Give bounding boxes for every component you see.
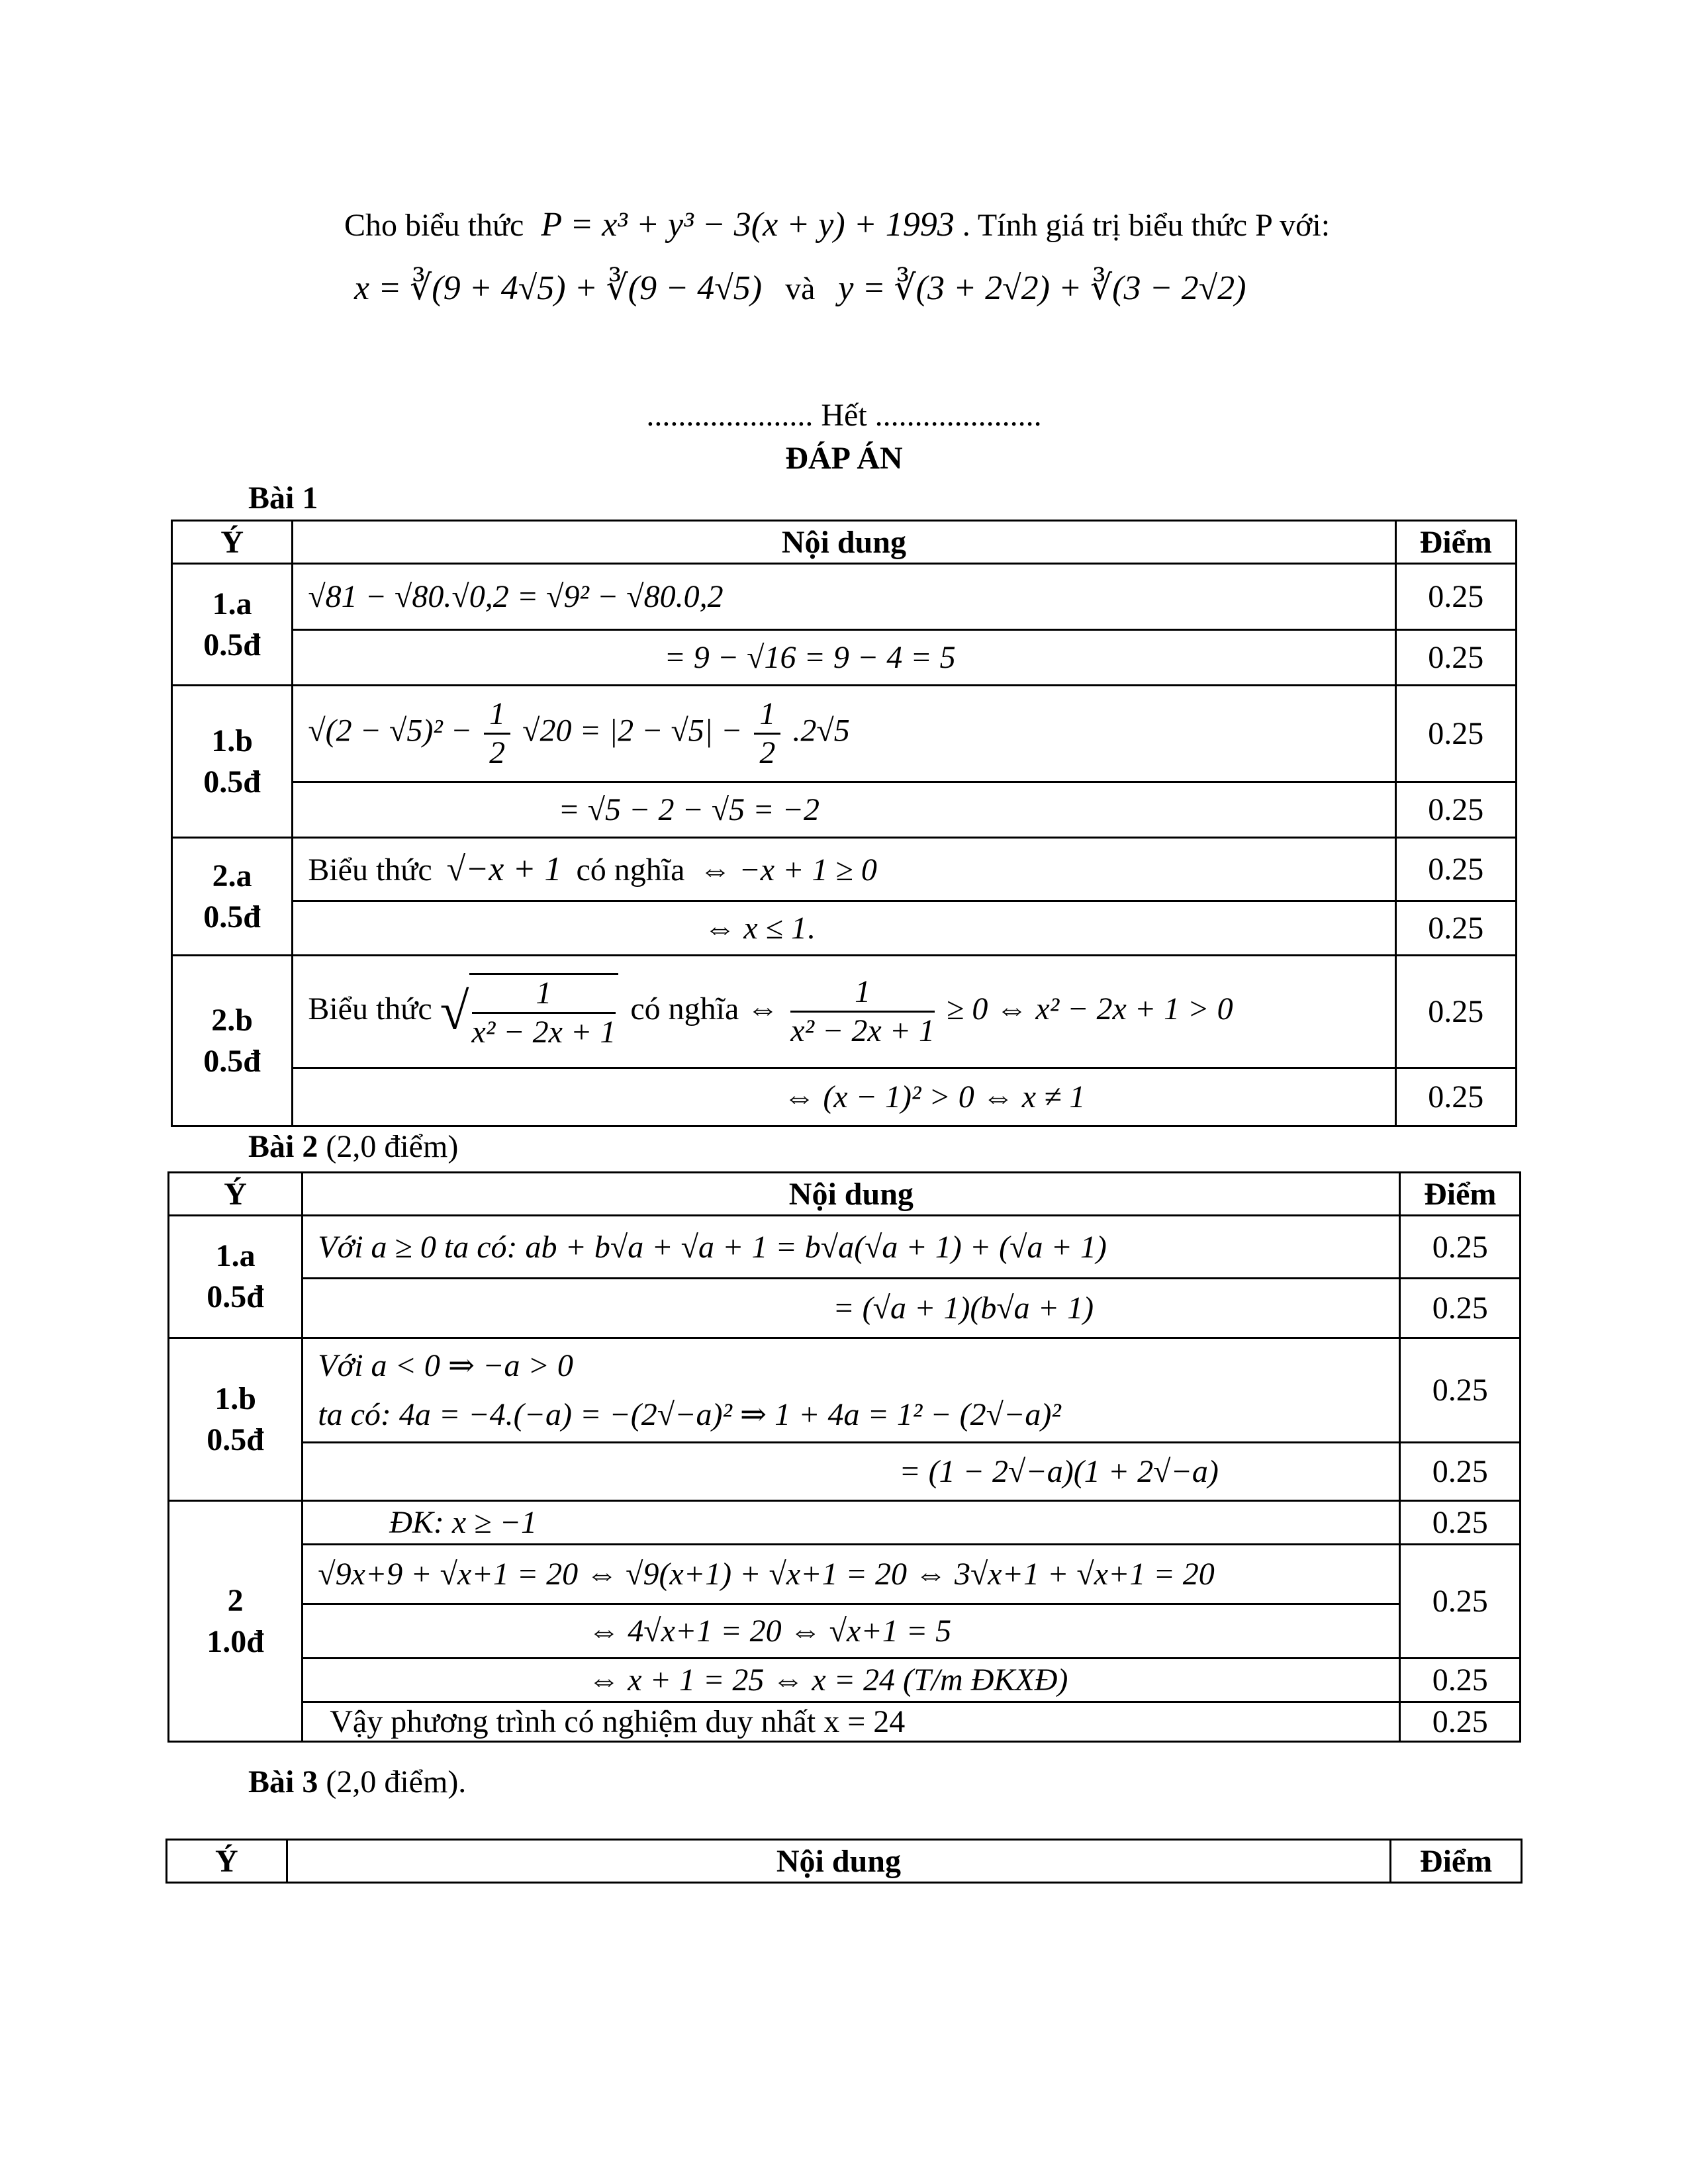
table-row — [169, 1702, 1521, 1742]
score-cell: 0.25 — [1395, 956, 1517, 1068]
row-label: 2.a 0.5đ — [172, 838, 293, 956]
x-definition: x = ∛(9 + 4√5) + ∛(9 − 4√5) — [354, 269, 763, 307]
bai2-table — [167, 1171, 1521, 1743]
math-line: √81 − √80.√0,2 = √9² − √80.0,2 — [293, 564, 1395, 630]
end-marker: ..................... Hết ..................... — [646, 398, 1042, 433]
table-row — [169, 1216, 1521, 1279]
math-line: √(2 − √5)² − $\frac{1}{2}$ √20 = |2 − √5| − $\frac{1}{2}$ .2√5 — [293, 686, 1395, 782]
row-label: 1.b 0.5đ — [169, 1338, 303, 1501]
bai1-title: Bài 1 — [248, 480, 318, 516]
table-row — [172, 901, 1517, 956]
problem-line-1: Cho biểu thức P = x³ + y³ − 3(x + y) + 1993 . Tính giá trị biểu thức P với: — [344, 206, 1331, 244]
score-cell: 0.25 — [1400, 1443, 1521, 1501]
header-content: Nội dung — [303, 1173, 1400, 1216]
table-row — [172, 782, 1517, 838]
score-cell: 0.25 — [1395, 782, 1517, 838]
score-cell: 0.25 — [1395, 630, 1517, 686]
row-label: 1.a 0.5đ — [169, 1216, 303, 1338]
header-y: Ý — [169, 1173, 303, 1216]
score-cell: 0.25 — [1400, 1702, 1521, 1742]
math-line: Vậy phương trình có nghiệm duy nhất x = 24 — [303, 1702, 1400, 1742]
formula-p: P = x³ + y³ − 3(x + y) + 1993 — [541, 206, 955, 244]
table-row — [169, 1338, 1521, 1443]
row-label: 2 1.0đ — [169, 1501, 303, 1742]
header-content: Nội dung — [287, 1840, 1390, 1883]
math-line: ⇔ x ≤ 1. — [293, 901, 1395, 956]
math-line: = (1 − 2√−a)(1 + 2√−a) — [303, 1443, 1400, 1501]
bai1-header-row — [172, 521, 1517, 564]
table-row — [172, 838, 1517, 901]
table-row — [169, 1279, 1521, 1338]
score-cell: 0.25 — [1400, 1501, 1521, 1545]
fraction-half: $\frac{1}{2}$ — [484, 696, 510, 772]
math-line: √9x+9 + √x+1 = 20 ⇔ √9(x+1) + √x+1 = 20 ⇔ 3√x+1 + √x+1 = 20 — [303, 1545, 1400, 1604]
bai3-title: Bài 3 (2,0 điểm). — [248, 1764, 467, 1799]
table-row — [169, 1443, 1521, 1501]
math-line: = (√a + 1)(b√a + 1) — [303, 1279, 1400, 1338]
math-line: = √5 − 2 − √5 = −2 — [293, 782, 1395, 838]
fraction-half: $\frac{1}{2}$ — [754, 696, 780, 772]
score-cell: 0.25 — [1395, 901, 1517, 956]
radical-fraction: $\frac{1}{\text{x² − 2x + 1}}$ — [469, 973, 619, 1051]
math-line: ⇔ 4√x+1 = 20 ⇔ √x+1 = 5 — [303, 1604, 1400, 1659]
problem-line-2: x = ∛(9 + 4√5) + ∛(9 − 4√5) và y = ∛(3 + 2√2) + ∛(3 − 2√2) — [354, 269, 1246, 307]
table-row — [169, 1659, 1521, 1702]
math-line: ⇔ x + 1 = 25 ⇔ x = 24 (T/m ĐKXĐ) — [303, 1659, 1400, 1702]
header-y: Ý — [167, 1840, 287, 1883]
score-cell: 0.25 — [1395, 564, 1517, 630]
table-row — [169, 1604, 1521, 1659]
bai1-table — [171, 520, 1517, 1127]
score-cell: 0.25 — [1395, 1068, 1517, 1126]
math-line: = 9 − √16 = 9 − 4 = 5 — [293, 630, 1395, 686]
fraction: $\frac{1}{\text{x² − 2x + 1}}$ — [790, 974, 935, 1048]
table-row — [172, 1068, 1517, 1126]
bai3-header-row — [167, 1840, 1522, 1883]
header-score: Điểm — [1400, 1173, 1521, 1216]
row-label: 1.a 0.5đ — [172, 564, 293, 686]
math-line: ĐK: x ≥ −1 — [303, 1501, 1400, 1545]
header-y: Ý — [172, 521, 293, 564]
math-line: Với a ≥ 0 ta có: ab + b√a + √a + 1 = b√a(√a + 1) + (√a + 1) — [303, 1216, 1400, 1279]
score-cell: 0.25 — [1400, 1338, 1521, 1443]
math-line: ⇔ (x − 1)² > 0 ⇔ x ≠ 1 — [293, 1068, 1395, 1126]
score-cell: 0.25 — [1395, 686, 1517, 782]
table-row — [169, 1501, 1521, 1545]
bai3-table — [165, 1839, 1523, 1884]
score-cell: 0.25 — [1400, 1545, 1521, 1659]
bai2-header-row — [169, 1173, 1521, 1216]
table-row — [172, 686, 1517, 782]
table-row — [172, 630, 1517, 686]
header-content: Nội dung — [293, 521, 1395, 564]
math-line: Biểu thức √−x + 1 có nghĩa ⇔ −x + 1 ≥ 0 — [293, 838, 1395, 901]
row-label: 2.b 0.5đ — [172, 956, 293, 1126]
math-line: Biểu thức √ $\frac{1}{\text{x² − 2x + 1}}$ có nghĩa ⇔ $\frac{1}{\text{x² − 2x + 1}}$ ≥ 0 ⇔ x² − 2x + 1 > 0 — [293, 956, 1395, 1068]
table-row — [169, 1545, 1521, 1604]
answer-title: ĐÁP ÁN — [785, 441, 903, 476]
table-row — [172, 564, 1517, 630]
score-cell: 0.25 — [1400, 1659, 1521, 1702]
score-cell: 0.25 — [1400, 1216, 1521, 1279]
table-row — [172, 956, 1517, 1068]
math-line: Với a < 0 ⇒ −a > 0 ta có: 4a = −4.(−a) = −(2√−a)² ⇒ 1 + 4a = 1² − (2√−a)² — [303, 1338, 1400, 1443]
row-label: 1.b 0.5đ — [172, 686, 293, 838]
score-cell: 0.25 — [1400, 1279, 1521, 1338]
score-cell: 0.25 — [1395, 838, 1517, 901]
header-score: Điểm — [1391, 1840, 1522, 1883]
bai2-title: Bài 2 (2,0 điểm) — [248, 1129, 459, 1164]
header-score: Điểm — [1395, 521, 1517, 564]
y-definition: y = ∛(3 + 2√2) + ∛(3 − 2√2) — [838, 269, 1246, 307]
